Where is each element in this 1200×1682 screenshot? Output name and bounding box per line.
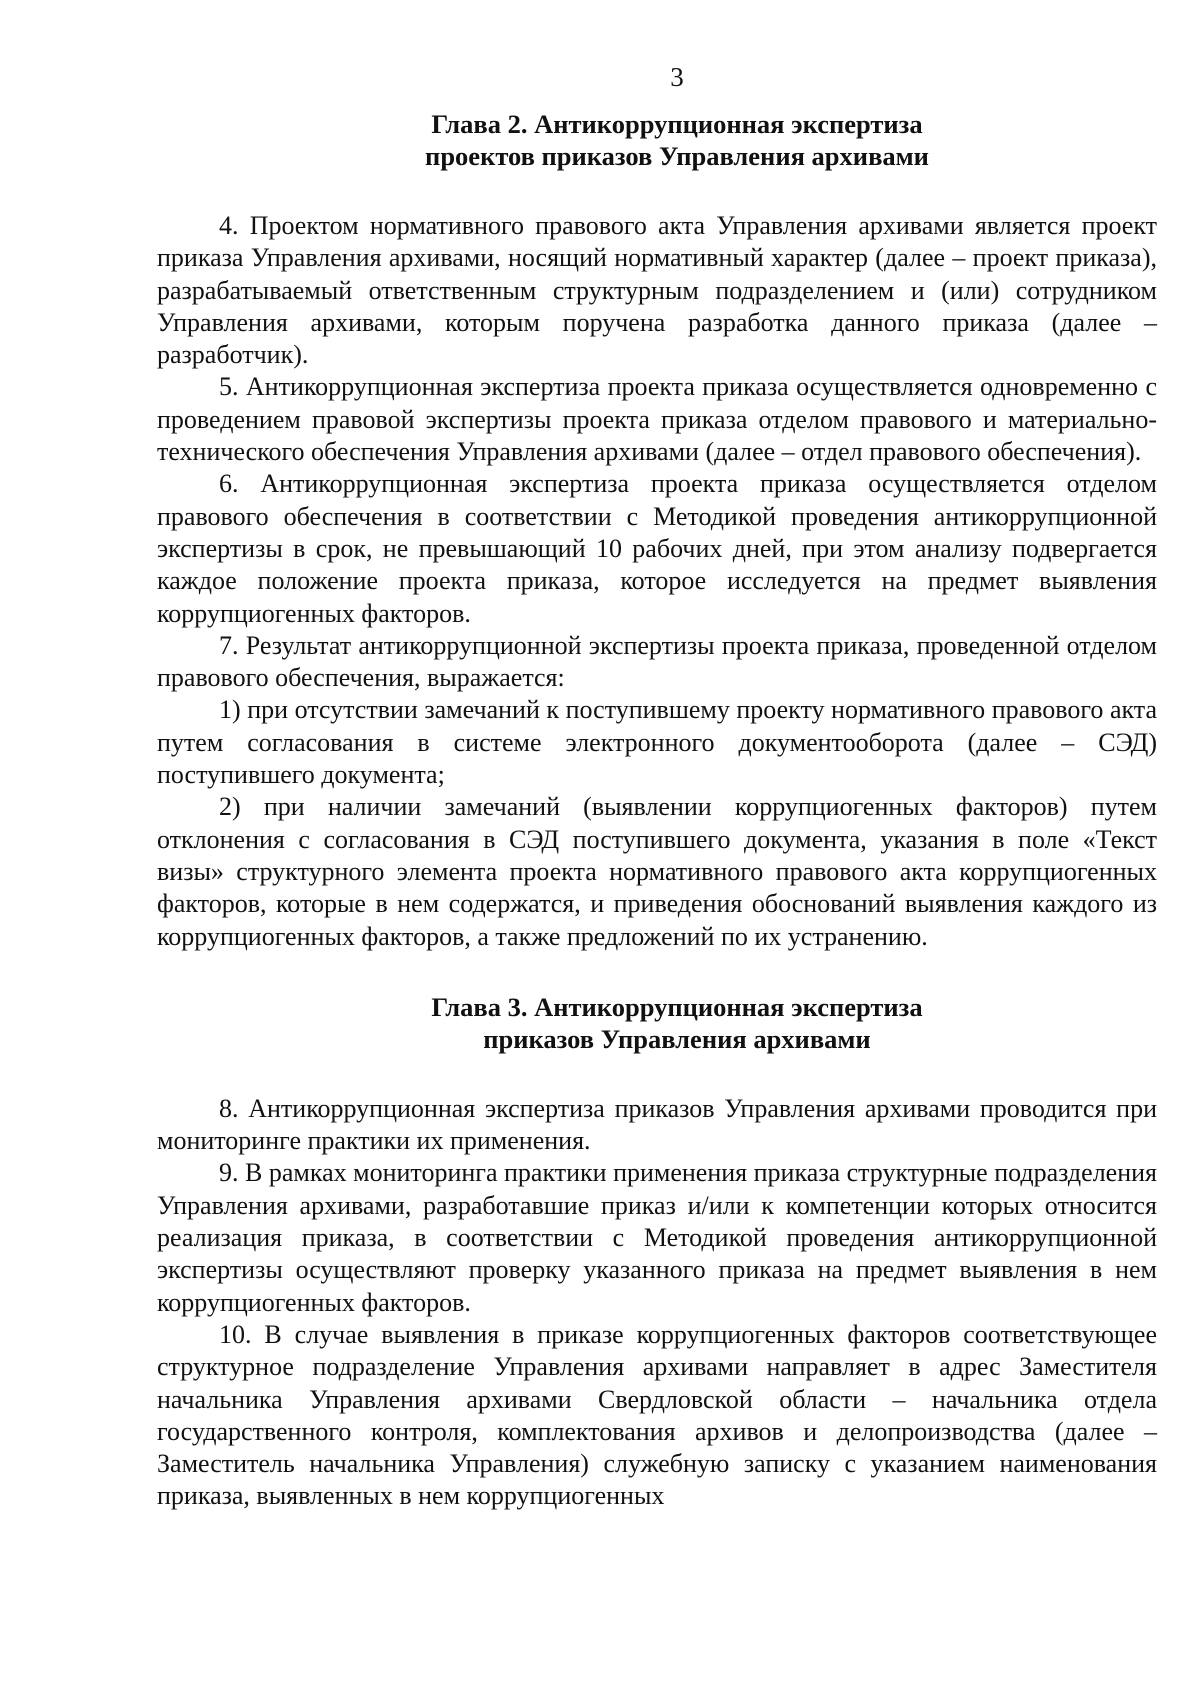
paragraph-10: 10. В случае выявления в приказе коррупциогенных факторов соответствующее структурное подразделение Управления архивами направляет в адрес Заместителя начальника Управления архивами Свердловской области – начальника отдела государственного контроля, комплектования архивов и делопроизводства (далее – Заместитель начальника Управления) служебную записку с указанием наименования приказа, выявленных в нем коррупциогенных: [157, 1319, 1157, 1511]
paragraph-6: 6. Антикоррупционная экспертиза проекта приказа осуществляется отделом правового обеспечения в соответствии с Методикой проведения антикоррупционной экспертизы в срок, не превышающий 10 рабочих дней, при этом анализу подвергается каждое положение проекта приказа, которое исследуется на предмет выявления коррупциогенных факторов.: [157, 469, 1157, 628]
chapter-2-title: [157, 108, 1157, 172]
paragraph-4: 4. Проектом нормативного правового акта Управления архивами является проект приказа Управления архивами, носящий нормативный характер (далее – проект приказа), разрабатываемый ответственным структурным подразделением и (или) сотрудником Управления архивами, которым поручена разработка данного приказа (далее – разработчик).: [157, 211, 1157, 370]
chapter-2-title-line-2: проектов приказов Управления архивами: [425, 141, 929, 171]
paragraph-7: 7. Результат антикоррупционной экспертизы проекта приказа, проведенной отделом правового обеспечения, выражается:: [157, 630, 1157, 693]
chapter-3-title-line-2: приказов Управления архивами: [483, 1023, 871, 1054]
chapter-3-title-line-1: Глава 3. Антикоррупционная экспертиза: [431, 991, 923, 1022]
page-number: 3: [670, 62, 684, 92]
paragraph-8: 8. Антикоррупционная экспертиза приказов Управления архивами проводится при мониторинге практики их применения.: [157, 1093, 1157, 1156]
paragraph-7-item-2: 2) при наличии замечаний (выявлении коррупциогенных факторов) путем отклонения с согласования в СЭД поступившего документа, указания в поле «Текст визы» структурного элемента проекта нормативного правового акта коррупциогенных факторов, которые в нем содержатся, и приведения обоснований выявления каждого из коррупциогенных факторов, а также предложений по их устранению.: [157, 792, 1157, 951]
paragraph-9: 9. В рамках мониторинга практики применения приказа структурные подразделения Управления архивами, разработавшие приказ и/или к компетенции которых относится реализация приказа, в соответствии с Методикой проведения антикоррупционной экспертизы осуществляют проверку указанного приказа на предмет выявления в нем коррупциогенных факторов.: [157, 1158, 1157, 1317]
chapter-2-title-line-1: Глава 2. Антикоррупционная экспертиза: [431, 109, 923, 139]
chapter-3-title: [157, 991, 1157, 1055]
paragraph-7-item-1: 1) при отсутствии замечаний к поступившему проекту нормативного правового акта путем согласования в системе электронного документооборота (далее – СЭД) поступившего документа;: [157, 695, 1157, 790]
document-page: [157, 60, 1157, 1660]
paragraph-5: 5. Антикоррупционная экспертиза проекта приказа осуществляется одновременно с проведением правовой экспертизы проекта приказа отделом правового и материально-технического обеспечения Управления архивами (далее – отдел правового обеспечения).: [157, 372, 1157, 467]
